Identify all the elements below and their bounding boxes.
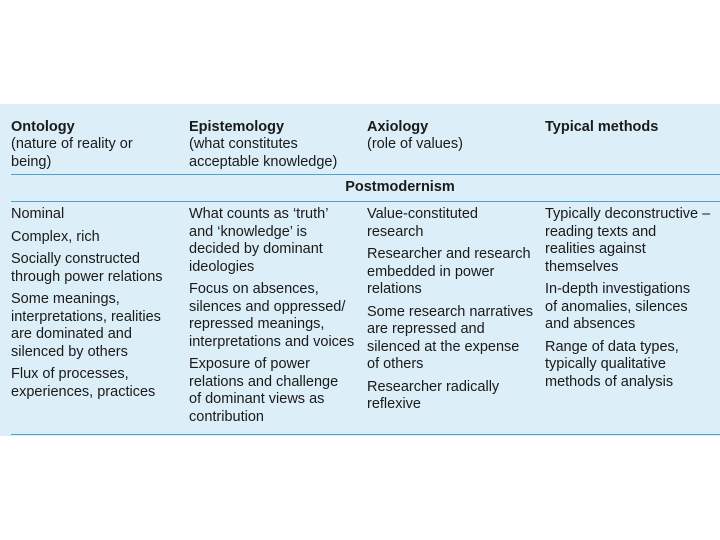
methods-item: Range of data types, typically qualitative methods of analysis xyxy=(545,338,679,390)
table-header xyxy=(0,104,720,174)
section-rule xyxy=(11,201,720,202)
axiology-column xyxy=(367,206,539,419)
header-ontology-title: Ontology xyxy=(11,119,75,135)
header-ontology-subtitle: (nature of reality or being) xyxy=(11,136,133,170)
bottom-rule xyxy=(11,434,720,435)
header-epistemology-subtitle: (what constitutes acceptable knowledge) xyxy=(189,136,338,170)
ontology-item: Some meanings, interpretations, realities are dominated and silenced by others xyxy=(11,291,161,360)
ontology-column xyxy=(11,206,181,406)
ontology-item: Socially constructed through power relations xyxy=(11,251,163,285)
axiology-item: Value-constituted research xyxy=(367,206,478,240)
postmodernism-table xyxy=(0,104,720,436)
epistemology-item: What counts as ‘truth’ and ‘knowledge’ is decided by dominant ideologies xyxy=(189,206,329,275)
epistemology-item: Exposure of power relations and challenge of dominant views as contribution xyxy=(189,356,339,425)
header-axiology-subtitle: (role of values) xyxy=(367,136,463,152)
epistemology-item: Focus on absences, silences and oppressed/ repressed meanings, interpretations and voices xyxy=(189,281,355,350)
header-methods xyxy=(545,118,717,136)
header-axiology-title: Axiology xyxy=(367,119,429,135)
ontology-item: Complex, rich xyxy=(11,228,100,245)
header-axiology xyxy=(367,118,539,154)
ontology-item: Nominal xyxy=(11,206,65,222)
methods-item: In-depth investigations of anomalies, silences and absences xyxy=(545,281,691,332)
axiology-item: Researcher radically reflexive xyxy=(367,378,500,412)
axiology-item: Some research narratives are repressed and silenced at the expense of others xyxy=(367,303,534,372)
header-ontology xyxy=(11,118,181,171)
header-methods-title: Typical methods xyxy=(545,119,659,135)
methods-column xyxy=(545,206,717,396)
header-epistemology xyxy=(189,118,361,171)
epistemology-column xyxy=(189,206,361,431)
ontology-item: Flux of processes, experiences, practices xyxy=(11,366,156,400)
header-epistemology-title: Epistemology xyxy=(189,119,285,135)
methods-item: Typically deconstructive – reading texts and realities against themselves xyxy=(545,206,711,275)
section-title: Postmodernism xyxy=(345,179,455,195)
axiology-item: Researcher and research embedded in power relations xyxy=(367,246,531,297)
